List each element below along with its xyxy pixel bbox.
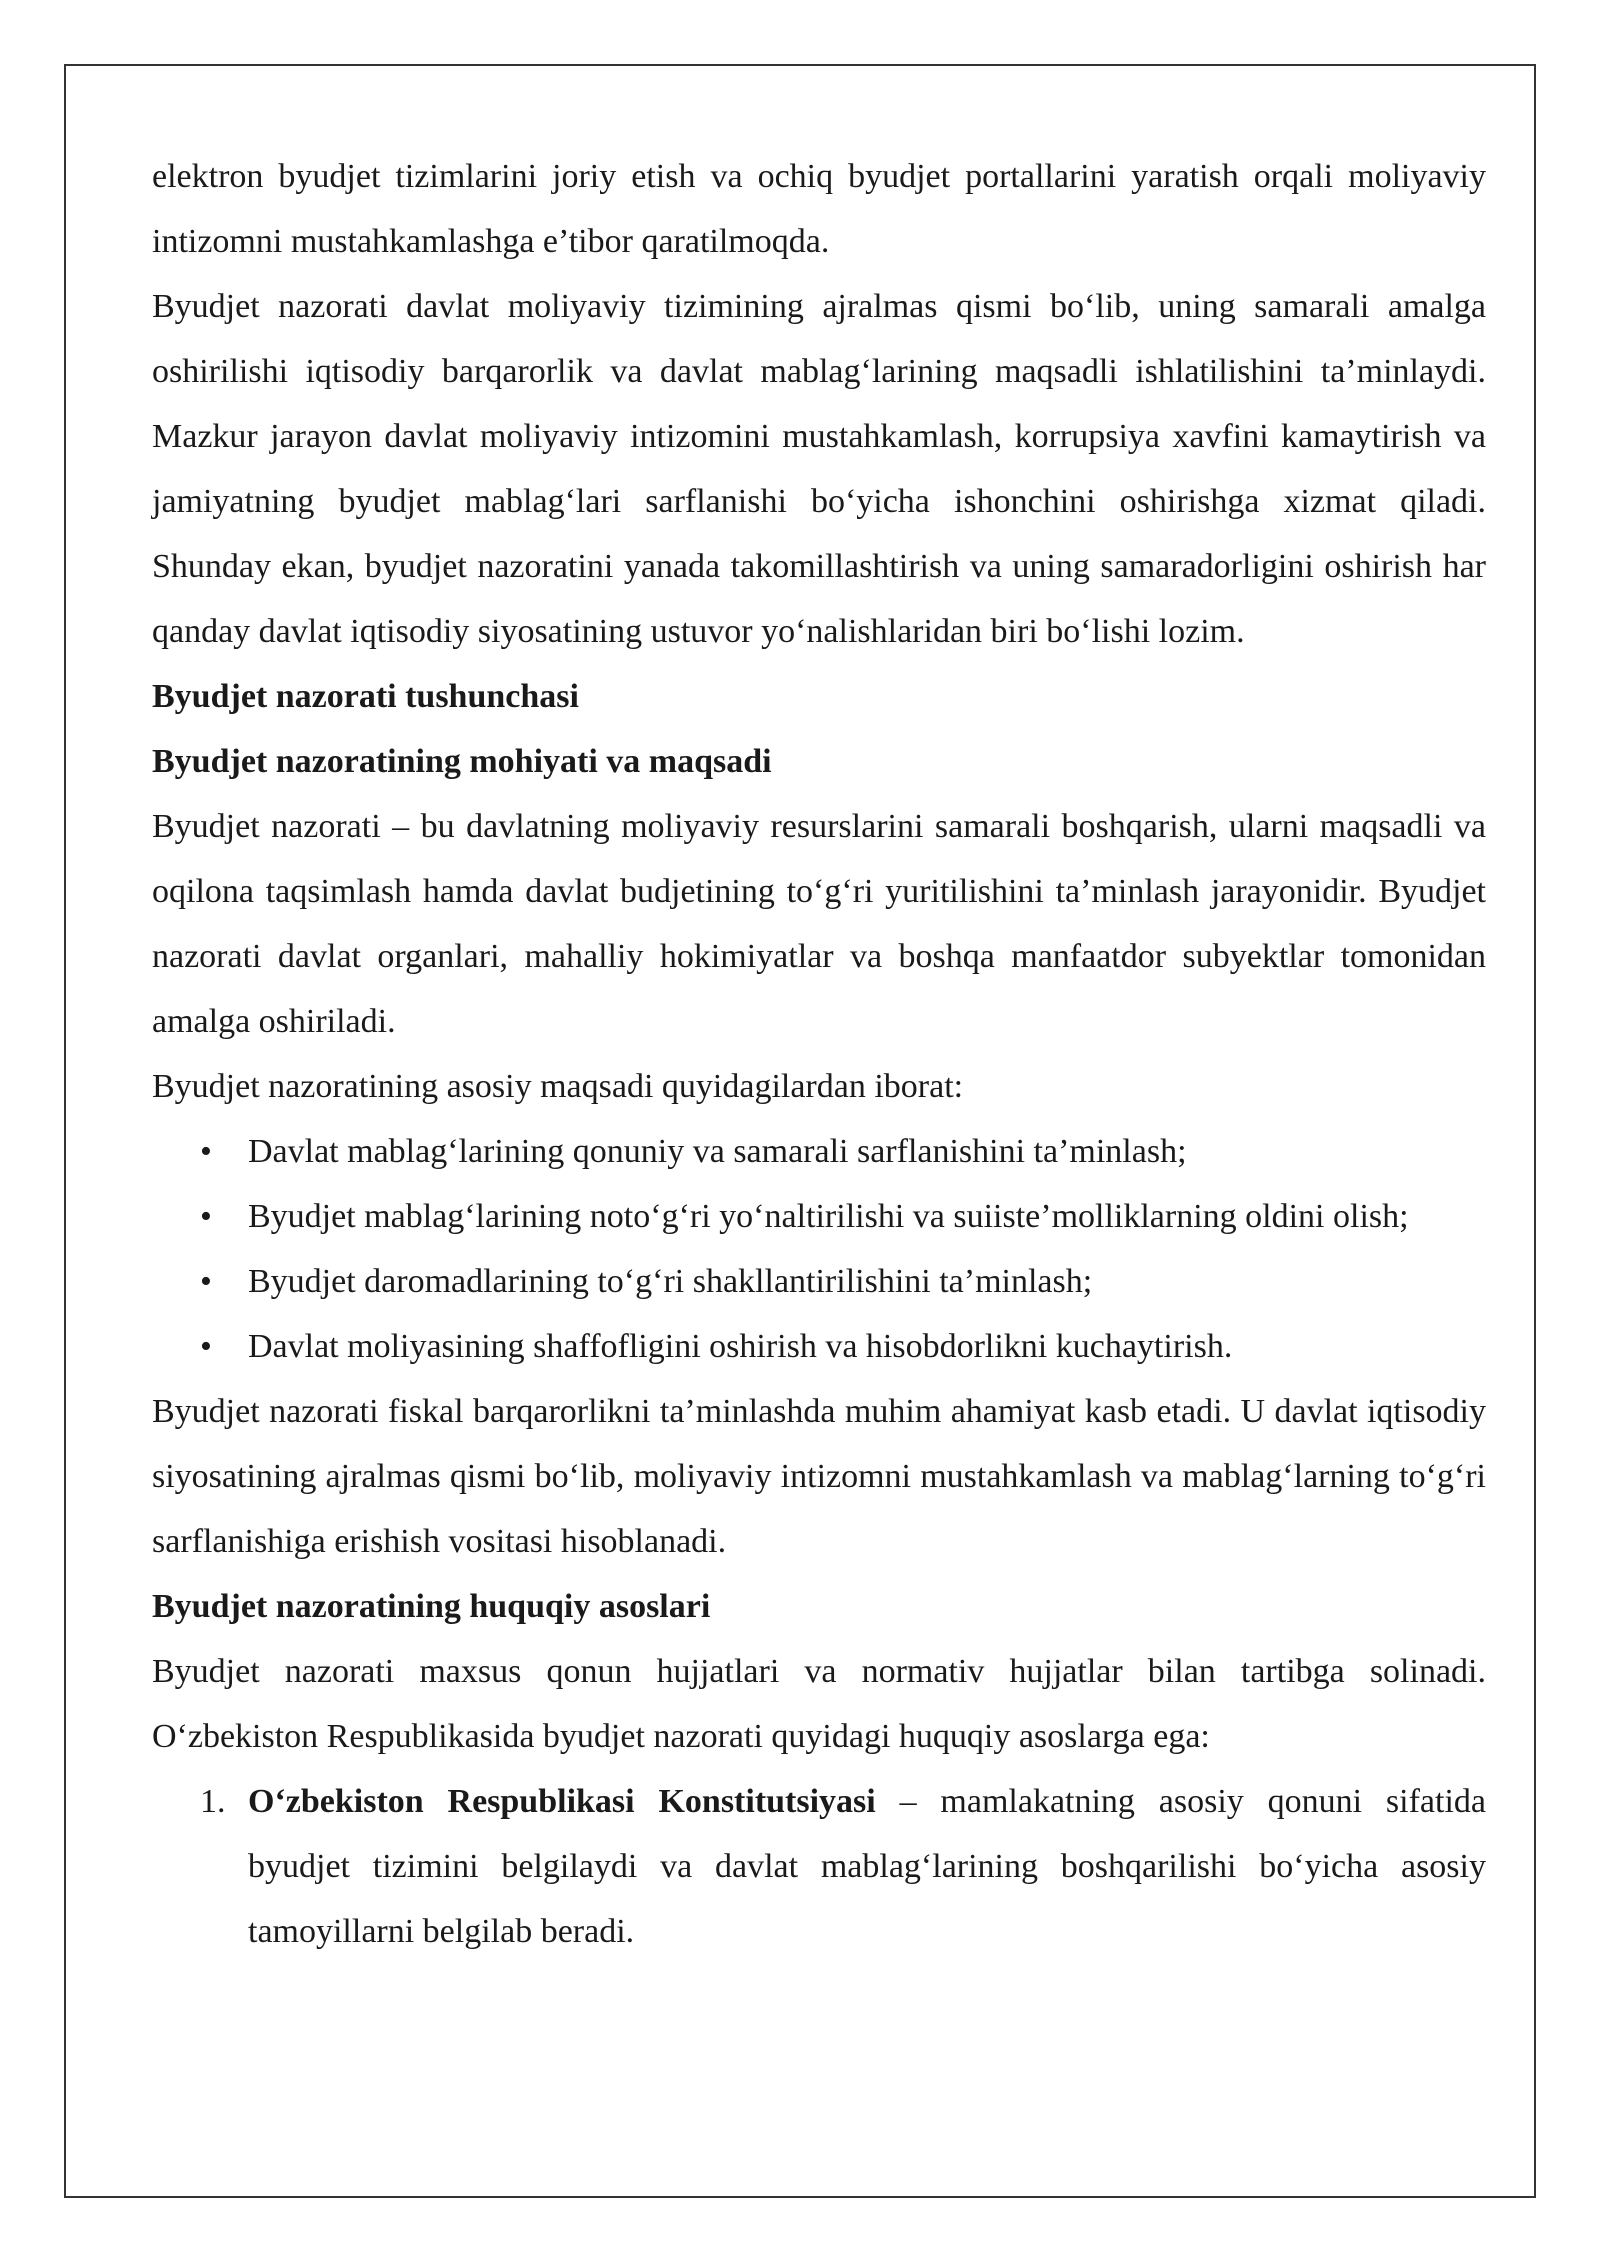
bullet-icon: • <box>200 1328 212 1365</box>
bullet-icon: • <box>200 1263 212 1300</box>
list-item <box>152 1184 1486 1249</box>
subsection-heading-essence-goals: Byudjet nazoratining mohiyati va maqsadi <box>152 743 772 780</box>
paragraph-goals-intro: Byudjet nazoratining asosiy maqsadi quyidagilardan iborat: <box>152 1068 964 1105</box>
paragraph-definition: Byudjet nazorati – bu davlatning moliyaviy resurslarini samarali boshqarish, ularni maqsadli va oqilona taqsimlash hamda davlat budjetining to‘g‘ri yuritilishini ta’minlash jarayonidir. Byudjet nazorati davlat organlari, mahalliy hokimiyatlar va boshqa manfaatdor subyektlar tomonidan amalga oshiriladi. <box>152 808 1486 1040</box>
list-item <box>152 1314 1486 1379</box>
goals-list <box>152 1119 1486 1379</box>
subsection-heading-legal-bases: Byudjet nazoratining huquqiy asoslari <box>152 1588 711 1625</box>
legal-basis-title: O‘zbekiston Respublikasi Konstitutsiyasi <box>248 1783 876 1820</box>
list-item <box>152 1769 1486 1964</box>
bullet-icon: • <box>200 1198 212 1235</box>
legal-basis-text: – mamlakatning asosiy qonuni sifatida byudjet tizimini belgilaydi va davlat mablag‘larining boshqarilishi bo‘yicha asosiy tamoyillarni belgilab beradi. <box>248 1783 1486 1950</box>
list-item-number: 1. <box>200 1783 226 1820</box>
document-body <box>152 144 1486 1964</box>
paragraph-fiscal-stability: Byudjet nazorati fiskal barqarorlikni ta’minlashda muhim ahamiyat kasb etadi. U davlat iqtisodiy siyosatining ajralmas qismi bo‘lib, moliyaviy intizomni mustahkamlash va mablag‘larning to‘g‘ri sarflanishiga erishish vositasi hisoblanadi. <box>152 1393 1486 1560</box>
intro-paragraph: elektron byudjet tizimlarini joriy etish va ochiq byudjet portallarini yaratish orqali moliyaviy intizomni mustahkamlashga e’tibor qaratilmoqda. <box>152 158 1486 260</box>
list-item <box>152 1119 1486 1184</box>
list-item-text: Byudjet daromadlarining to‘g‘ri shakllantirilishini ta’minlash; <box>248 1263 1093 1300</box>
paragraph-budget-control-importance: Byudjet nazorati davlat moliyaviy tizimining ajralmas qismi bo‘lib, uning samarali amalga oshirilishi iqtisodiy barqarorlik va davlat mablag‘larining maqsadli ishlatilishini ta’minlaydi. Mazkur jarayon davlat moliyaviy intizomini mustahkamlash, korrupsiya xavfini kamaytirish va jamiyatning byudjet mablag‘lari sarflanishi bo‘yicha ishonchini oshirishga xizmat qiladi. Shunday ekan, byudjet nazoratini yanada takomillashtirish va uning samaradorligini oshirish har qanday davlat iqtisodiy siyosatining ustuvor yo‘nalishlaridan biri bo‘lishi lozim. <box>152 288 1486 650</box>
section-heading-concept: Byudjet nazorati tushunchasi <box>152 678 579 715</box>
list-item-text: Davlat moliyasining shaffofligini oshirish va hisobdorlikni kuchaytirish. <box>248 1328 1233 1365</box>
bullet-icon: • <box>200 1133 212 1170</box>
legal-bases-list <box>152 1769 1486 1964</box>
list-item-text: Byudjet mablag‘larining noto‘g‘ri yo‘naltirilishi va suiiste’molliklarning oldini olish; <box>248 1198 1409 1235</box>
list-item-text: Davlat mablag‘larining qonuniy va samarali sarflanishini ta’minlash; <box>248 1133 1187 1170</box>
paragraph-legal-intro: Byudjet nazorati maxsus qonun hujjatlari va normativ hujjatlar bilan tartibga solinadi. O‘zbekiston Respublikasida byudjet nazorati quyidagi huquqiy asoslarga ega: <box>152 1653 1486 1755</box>
list-item <box>152 1249 1486 1314</box>
